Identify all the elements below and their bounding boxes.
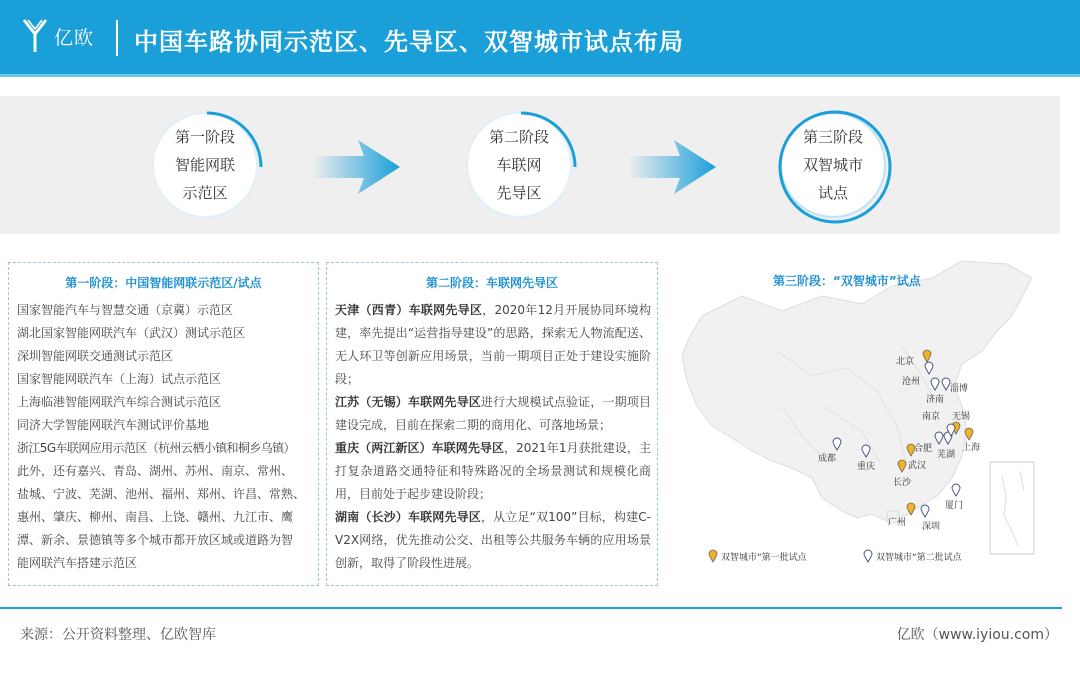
logo-icon <box>22 18 48 54</box>
stage-2-line1: 第二阶段 <box>488 128 549 146</box>
city-label: 深圳 <box>922 522 941 532</box>
page-title: 中国车路协同示范区、先导区、双智城市试点布局 <box>134 28 684 56</box>
pilot-zone-text: 进行大规模试点验证，一期项目建设完成，目前在探索二期的商用化、可落地场景； <box>335 395 651 432</box>
city-label: 北京 <box>896 357 915 367</box>
pilot-zone-item <box>327 437 657 506</box>
stage-2-panel-title: 第二阶段：车联网先导区 <box>425 276 558 290</box>
stage-1-line1: 第一阶段 <box>174 128 235 146</box>
stage-3-line2: 双智城市 <box>802 156 863 174</box>
pin-icon <box>906 502 916 516</box>
list-item: 潭、新余、景德镇等多个城市都开放区域或道路为智 <box>17 533 294 547</box>
city-label: 合肥 <box>914 444 933 454</box>
list-item: 此外，还有嘉兴、青岛、湖州、苏州、南京、常州、 <box>17 464 294 478</box>
list-item: 国家智能汽车与智慧交通（京冀）示范区 <box>17 303 234 317</box>
city-label: 长沙 <box>893 478 912 488</box>
pin-icon <box>951 483 961 497</box>
legend-label: 双智城市“第一批试点 <box>721 552 807 563</box>
pilot-zone-item <box>327 299 657 391</box>
city-label: 广州 <box>888 518 907 528</box>
city-label: 上海 <box>962 443 981 453</box>
pin-icon <box>861 444 871 458</box>
legend-first-batch <box>708 549 807 563</box>
list-item: 上海临港智能网联汽车综合测试示范区 <box>17 395 222 409</box>
header-divider <box>116 20 118 56</box>
map-title: 第三阶段：“双智城市”试点 <box>773 274 921 288</box>
city-label: 淄博 <box>950 384 969 394</box>
pin-icon <box>946 423 956 437</box>
pin-icon <box>920 504 930 518</box>
list-item: 湖北国家智能网联汽车（武汉）测试示范区 <box>17 326 246 340</box>
city-label: 厦门 <box>945 501 964 511</box>
stage-1-circle <box>152 112 258 218</box>
stage-2-circle <box>466 112 572 218</box>
city-label: 重庆 <box>857 462 876 472</box>
pilot-zone-text: ，从立足“双100”目标，构建C-V2X网络，优先推动公交、出租等公共服务车辆的应用场景创新，取得了阶段性进展。 <box>335 510 651 570</box>
list-item: 国家智能网联汽车（上海）试点示范区 <box>17 372 222 386</box>
logo-text: 亿欧 <box>54 26 95 49</box>
city-label: 南京 <box>922 412 941 422</box>
legend-label: 双智城市“第二批试点 <box>876 552 962 563</box>
city-label: 芜湖 <box>937 450 956 460</box>
pilot-zone-item <box>327 391 657 437</box>
footer-divider <box>0 607 1062 609</box>
logo <box>22 18 94 54</box>
pilot-zone-name: 天津（西青）车联网先导区 <box>335 303 483 317</box>
pin-icon <box>930 377 940 391</box>
list-item: 惠州、肇庆、柳州、南昌、上饶、赣州、九江市、鹰 <box>17 510 294 524</box>
pin-gold-icon <box>708 549 718 563</box>
pin-icon <box>924 361 934 375</box>
stage-2-line3: 先导区 <box>496 184 542 202</box>
pilot-zone-name: 江苏（无锡）车联网先导区 <box>335 395 481 409</box>
pilot-zone-text: ，2020年12月开展协同环境构建，率先提出“运营指导建设”的思路，探索无人物流配送、无人环卫等创新应用场景，当前一期项目正处于建设实施阶段； <box>335 303 651 386</box>
pilot-zone-item <box>327 506 657 575</box>
site-credit: 亿欧（www.iyiou.com） <box>896 627 1058 643</box>
city-label: 无锡 <box>952 412 971 422</box>
stage-2-panel <box>326 262 658 586</box>
pin-icon <box>897 459 907 473</box>
header-bar <box>0 0 1080 76</box>
stage-1-panel <box>8 262 319 586</box>
stage-2-line2: 车联网 <box>496 156 542 174</box>
china-map <box>662 256 1042 556</box>
list-item: 深圳智能网联交通测试示范区 <box>17 349 174 363</box>
pin-icon <box>832 437 842 451</box>
stage-3-circle <box>780 112 886 218</box>
pin-white-icon <box>863 549 873 563</box>
city-label: 武汉 <box>908 461 927 471</box>
pilot-zone-name: 重庆（两江新区）车联网先导区 <box>335 441 505 455</box>
pin-icon <box>964 427 974 441</box>
stage-3-line3: 试点 <box>817 184 848 202</box>
city-label: 济南 <box>926 395 945 405</box>
city-label: 沧州 <box>902 377 921 387</box>
arrow-icon <box>628 138 718 196</box>
stage-1-panel-title: 第一阶段：中国智能网联示范区/试点 <box>65 276 262 290</box>
source-note: 来源：公开资料整理、亿欧智库 <box>20 627 216 643</box>
list-item: 能网联汽车搭建示范区 <box>17 556 138 570</box>
list-item: 同济大学智能网联汽车测试评价基地 <box>17 418 210 432</box>
city-label: 成都 <box>818 454 837 464</box>
pilot-zone-text: ，2021年1月获批建设，主打复杂道路交通特征和特殊路况的全场景测试和规模化商用，目前处于起步建设阶段； <box>335 441 651 501</box>
pilot-zone-name: 湖南（长沙）车联网先导区 <box>335 510 481 524</box>
stage-1-line3: 示范区 <box>182 184 228 202</box>
list-item: 盐城、宁波、芜湖、池州、福州、郑州、许昌、常熟、 <box>17 487 306 501</box>
stage-1-line2: 智能网联 <box>174 156 235 174</box>
stage-3-line1: 第三阶段 <box>802 128 863 146</box>
header-strip <box>0 74 1080 77</box>
legend-second-batch <box>863 549 962 563</box>
arrow-icon <box>312 138 402 196</box>
list-item: 浙江5G车联网应用示范区（杭州云栖小镇和桐乡乌镇） <box>17 441 295 455</box>
